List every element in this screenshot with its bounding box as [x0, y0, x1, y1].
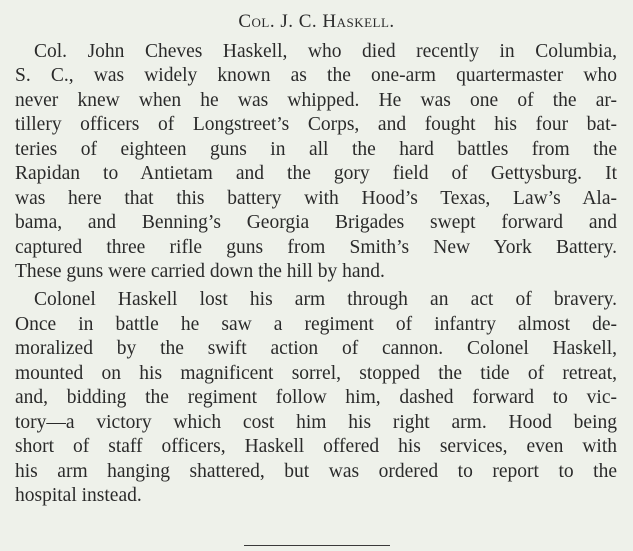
paragraph-2-line-6: tory—a victory which cost him his right arm. Hood being	[15, 412, 617, 433]
paragraph-2-line-3: moralized by the swift action of cannon. Colonel Haskell,	[15, 338, 617, 359]
paragraph-1-line-5: teries of eighteen guns in all the hard battles from the	[15, 139, 617, 160]
paragraph-1-line-9: captured three rifle guns from Smith’s New York Battery.	[15, 237, 617, 258]
paragraph-2-line-2: Once in battle he saw a regiment of infantry almost de-	[15, 314, 617, 335]
paragraph-2-line-5: and, bidding the regiment follow him, dashed forward to vic-	[15, 387, 617, 408]
article-title: Col. J. C. Haskell.	[238, 11, 395, 32]
paragraph-1-line-8: bama, and Benning’s Georgia Brigades swept forward and	[15, 212, 617, 233]
paragraph-2-line-8: his arm hanging shattered, but was ordered to report to the	[15, 461, 617, 482]
paragraph-1-line-10: These guns were carried down the hill by hand.	[15, 261, 385, 282]
paragraph-1-line-3: never knew when he was whipped. He was one of the ar-	[15, 90, 617, 111]
paragraph-2-line-4: mounted on his magnificent sorrel, stopped the tide of retreat,	[15, 363, 617, 384]
paragraph-2-line-1: Colonel Haskell lost his arm through an act of bravery.	[34, 289, 617, 310]
paragraph-1-line-6: Rapidan to Antietam and the gory field of Gettysburg. It	[15, 163, 617, 184]
paragraph-1-line-2: S. C., was widely known as the one-arm quartermaster who	[15, 65, 617, 86]
paragraph-2-line-7: short of staff officers, Haskell offered his services, even with	[15, 436, 617, 457]
paragraph-2-line-9: hospital instead.	[15, 485, 142, 506]
section-divider	[244, 545, 390, 546]
paragraph-1-line-4: tillery officers of Longstreet’s Corps, and fought his four bat-	[15, 114, 617, 135]
paragraph-1-line-7: was here that this battery with Hood’s Texas, Law’s Ala-	[15, 188, 617, 209]
paragraph-1-line-1: Col. John Cheves Haskell, who died recently in Columbia,	[34, 41, 617, 62]
